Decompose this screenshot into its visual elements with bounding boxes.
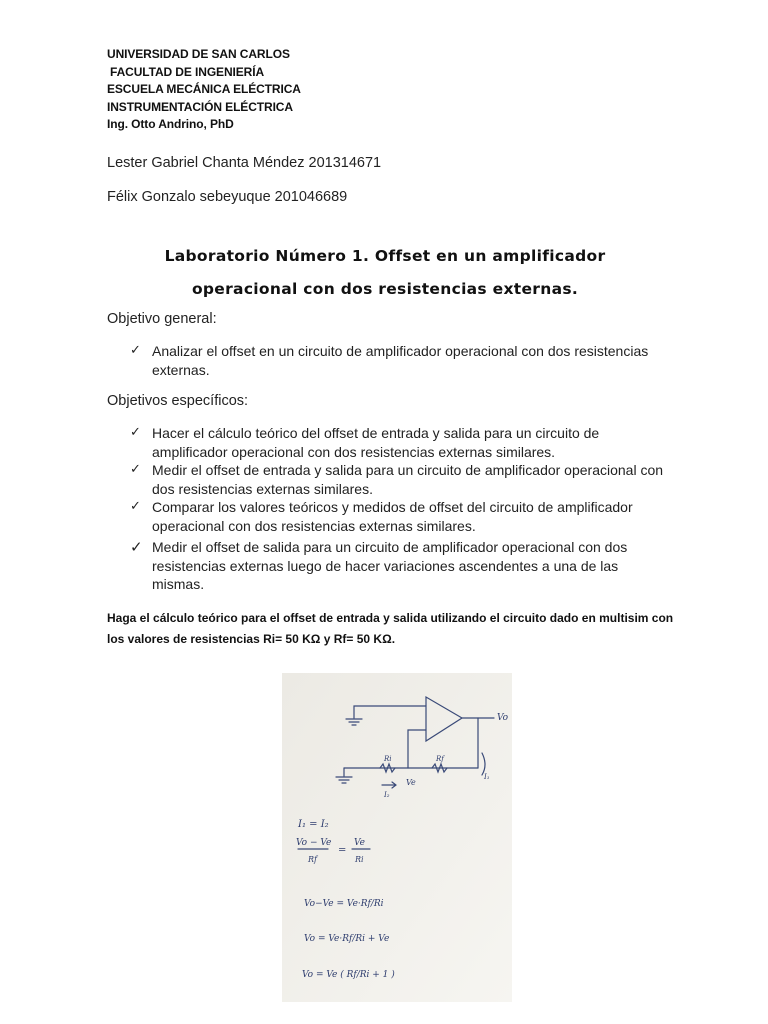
equation-2-den-right: Ri [355, 855, 364, 864]
equation-2-num-right: Ve [354, 838, 365, 848]
circuit-sketch [282, 673, 512, 1002]
label-ri: Ri [384, 755, 392, 763]
general-objective-heading: Objetivo general: [107, 311, 217, 327]
faculty-name: FACULTAD DE INGENIERÍA [110, 64, 265, 79]
specific-objectives-list [130, 424, 670, 594]
document-title [107, 240, 663, 306]
equation-4: Vo = Ve·Rf/Ri + Ve [304, 934, 390, 944]
equation-2-den-left: Rf [308, 855, 317, 864]
specific-objectives-heading: Objetivos específicos: [107, 393, 249, 409]
professor-name: Ing. Otto Andrino, PhD [107, 117, 234, 131]
list-item: ✓ Analizar el offset en un circuito de amplificador operacional con dos resistencias externas. [130, 343, 649, 378]
title-line-2: operacional con dos resistencias externas. [191, 280, 579, 298]
list-item: ✓ Medir el offset de entrada y salida para un circuito de amplificador operacional con dos resistencias externas similares. [130, 462, 664, 497]
label-ve: Ve [406, 778, 416, 787]
checkmark-icon: ✓ [130, 343, 141, 358]
checkmark-icon: ✓ [130, 538, 143, 556]
checkmark-icon: ✓ [130, 425, 141, 440]
general-objective-list [130, 342, 670, 379]
title-line-1: Laboratorio Número 1. Offset en un amplificador [164, 247, 606, 265]
author-2: Félix Gonzalo sebeyuque 201046689 [107, 189, 348, 205]
checkmark-icon: ✓ [130, 462, 141, 477]
label-i2: I₁ [484, 773, 490, 781]
list-item: ✓ Comparar los valores teóricos y medidos de offset del circuito de amplificador operacional con dos resistencias externas similares. [130, 499, 633, 534]
handwritten-circuit-photo [282, 673, 512, 1002]
label-i1: I₂ [384, 791, 390, 799]
author-1: Lester Gabriel Chanta Méndez 201314671 [107, 155, 382, 171]
list-item: ✓ Medir el offset de salida para un circuito de amplificador operacional con dos resistencias externas luego de hacer variaciones ascendentes a una de las mismas. [130, 538, 628, 592]
instruction-note: Haga el cálculo teórico para el offset de entrada y salida utilizando el circuito dado en multisim con los valores de resistencias Ri= 50 KΩ y Rf= 50 KΩ. [107, 611, 674, 646]
course-name: INSTRUMENTACIÓN ELÉCTRICA [107, 99, 293, 114]
equation-2-num-left: Vo − Ve [296, 838, 332, 848]
label-rf: Rf [436, 755, 444, 763]
university-name: UNIVERSIDAD DE SAN CARLOS [107, 47, 290, 61]
equation-1: I₁ = I₂ [298, 819, 329, 830]
equation-3: Vo−Ve = Ve·Rf/Ri [304, 899, 384, 909]
school-name: ESCUELA MECÁNICA ELÉCTRICA [107, 82, 301, 96]
checkmark-icon: ✓ [130, 499, 141, 514]
institution-header [107, 46, 301, 134]
label-vo: Vo [497, 713, 509, 723]
equation-2-equals: = [338, 845, 347, 856]
list-item: ✓ Hacer el cálculo teórico del offset de entrada y salida para un circuito de amplificador operacional con dos resistencias externas similares. [130, 425, 600, 460]
equation-5: Vo = Ve ( Rf/Ri + 1 ) [302, 970, 395, 980]
